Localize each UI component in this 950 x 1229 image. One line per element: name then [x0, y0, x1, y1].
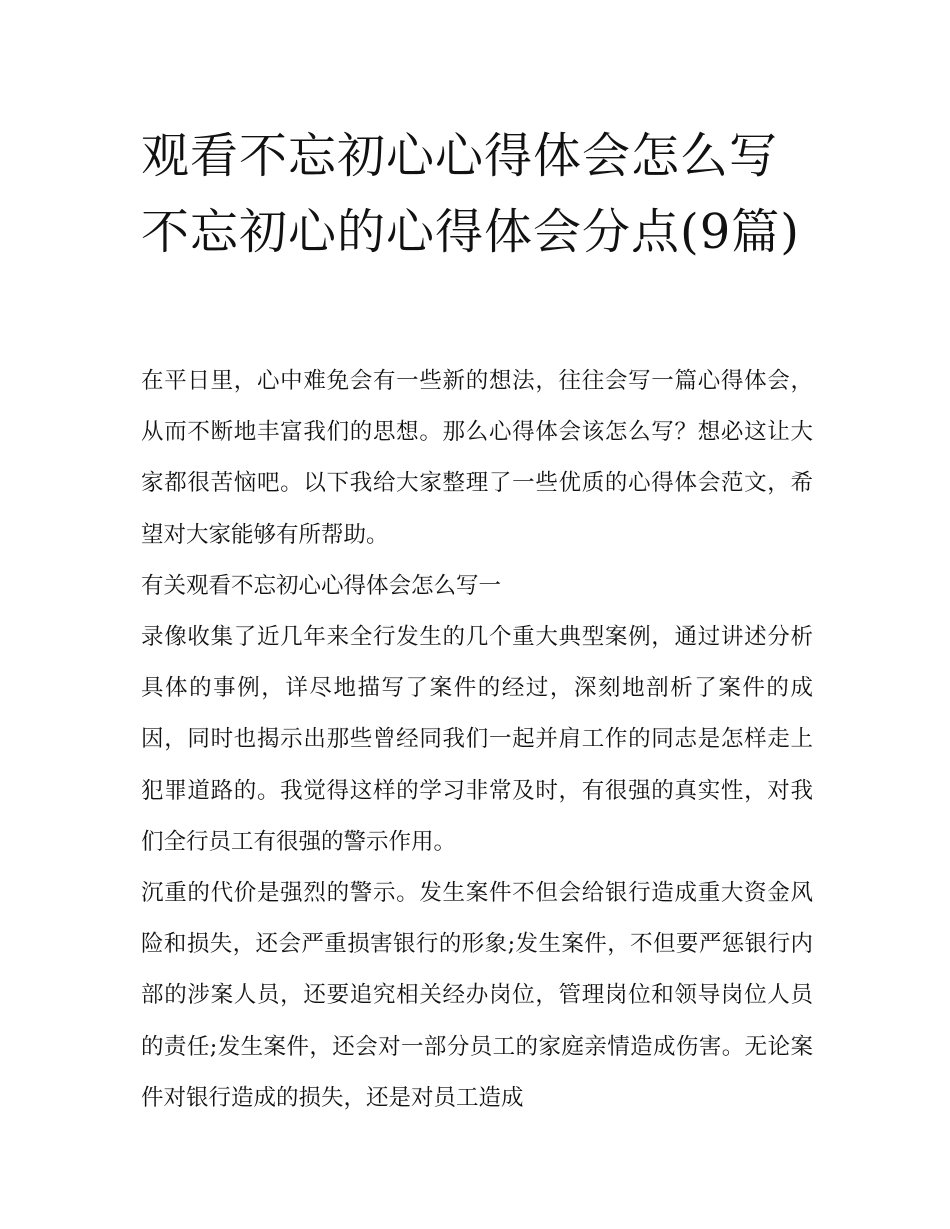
- body-paragraph: 沉重的代价是强烈的警示。发生案件不但会给银行造成重大资金风险和损失，还会严重损害银行的形象;发生案件，不但要严惩银行内部的涉案人员，还要追究相关经办岗位，管理岗位和领导岗位人员的责任;发生案件，还会对一部分员工的家庭亲情造成伤害。无论案件对银行造成的损失，还是对员工造成: [141, 880, 813, 1111]
- intro-paragraph: 在平日里，心中难免会有一些新的想法，往往会写一篇心得体会，从而不断地丰富我们的思想。那么心得体会该怎么写？想必这让大家都很苦恼吧。以下我给大家整理了一些优质的心得体会范文，希望对大家能够有所帮助。: [141, 368, 813, 548]
- document-body: [141, 356, 813, 1124]
- document-title: 观看不忘初心心得体会怎么写不忘初心的心得体会分点(9篇): [141, 128, 800, 260]
- body-paragraph: 录像收集了近几年来全行发生的几个重大典型案例，通过讲述分析具体的事例，详尽地描写了案件的经过，深刻地剖析了案件的成因，同时也揭示出那些曾经同我们一起并肩工作的同志是怎样走上犯罪道路的。我觉得这样的学习非常及时，有很强的真实性，对我们全行员工有很强的警示作用。: [141, 624, 813, 855]
- section-heading: 有关观看不忘初心心得体会怎么写一: [141, 572, 502, 599]
